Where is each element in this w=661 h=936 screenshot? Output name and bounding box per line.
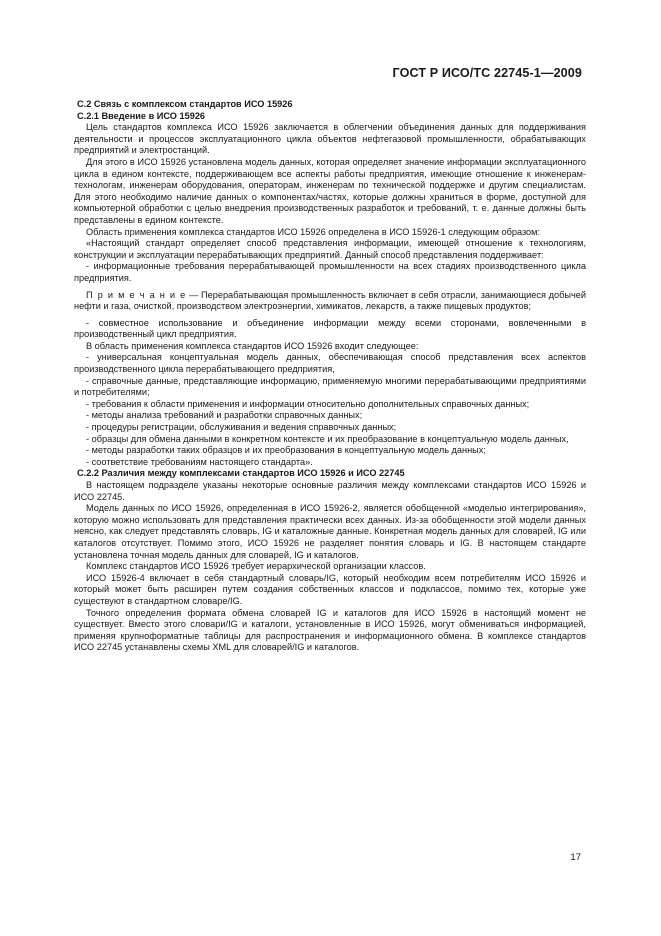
list-item: - методы разработки таких образцов и их преобразования в концептуальную модель данных; xyxy=(86,445,486,456)
list-item: - требования к области применения и информации относительно дополнительных справочных данных; xyxy=(86,398,530,409)
list-item: - процедуры регистрации, обслуживания и ведения справочных данных; xyxy=(86,422,397,433)
list-item: - соответствие требованиям настоящего стандарта». xyxy=(86,456,313,467)
paragraph: Модель данных по ИСО 15926, определенная в ИСО 15926-2, является обобщенной «моделью интегрирования», которую можно использовать для представления практически всех данных. Из-за обобщенности этой модели данных неясно, как следует представлять словарь, IG и каталожные данные. Конкретная модель данных для словарей, IG или каталогов отсутствует. Помимо этого, ИСО 15926 не разделяет понятия словарь и IG. В настоящем стандарте установлена точная модель данных для словарей, IG и каталогов. xyxy=(74,503,586,560)
list-item: - справочные данные, представляющие информацию, применяемую многими перерабатывающими предприятиями и потребителями; xyxy=(74,375,586,398)
page-body xyxy=(74,99,586,654)
note-label: П р и м е ч а н и е xyxy=(86,289,187,300)
list-item: - методы анализа требований и разработки справочных данных; xyxy=(86,410,363,421)
paragraph: «Настоящий стандарт определяет способ представления информации, имеющей отношение к технологиям, конструкции и эксплуатации перерабатывающих предприятий. Данный способ представления поддерживает: xyxy=(74,238,586,260)
list-item: - информационные требования перерабатывающей промышленности на всех стадиях производственного цикла предприятия. xyxy=(74,261,586,283)
list-item: - образцы для обмена данными в конкретном контексте и их преобразование в концептуальную модель данных, xyxy=(86,433,569,444)
paragraph: Для этого в ИСО 15926 установлена модель данных, которая определяет значение информации эксплуатационного цикла в едином контексте, поддерживающем все аспекты работы предприятия, имеющие отношение к инженерам-технологам, инженерам оборудования, операторам, инженерам по технической поддержке и другим специалистам. Для этого необходимо наличие данных о компонентах/частях, которые должны храниться в форме, доступной для компьютерной обработки с целью внедрения производственных разработок и требований, т. е. данные должны быть представлены в едином контексте. xyxy=(74,156,586,225)
list-item: - универсальная концептуальная модель данных, обеспечивающая способ представления всех аспектов производственного цикла перерабатывающего предприятия, xyxy=(74,352,586,375)
section-heading-c22: С.2.2 Различия между комплексами стандартов ИСО 15926 и ИСО 22745 xyxy=(77,468,405,479)
paragraph: Точного определения формата обмена словарей IG и каталогов для ИСО 15926 в настоящий момент не существует. Вместо этого словари/IG и каталоги, установленные в ИСО 15926, могут обмениваться информацией, применяя крупноформатные таблицы для распространения и информационного обмена. В комплексе стандартов ИСО 22745 устанавлены схемы XML для словарей/IG и каталогов. xyxy=(74,607,586,653)
note xyxy=(74,290,586,313)
paragraph: Цель стандартов комплекса ИСО 15926 заключается в облегчении объединения данных для поддерживания деятельности и процессов эксплуатационного цикла объектов нефтегазовой промышленности, обрабатывающих предприятий и электростанций. xyxy=(74,122,586,156)
page-number: 17 xyxy=(570,852,581,863)
section-heading-c21: С.2.1 Введение в ИСО 15926 xyxy=(77,110,206,121)
section-heading-c2: С.2 Связь с комплексом стандартов ИСО 15926 xyxy=(77,99,293,109)
paragraph: Область применения комплекса стандартов ИСО 15926 определена в ИСО 15926-1 следующим образом: xyxy=(86,226,541,237)
document-code-header: ГОСТ Р ИСО/ТС 22745-1—2009 xyxy=(392,66,582,80)
paragraph: Комплекс стандартов ИСО 15926 требует иерархической организации классов. xyxy=(86,561,426,572)
list-item: - совместное использование и объединение информации между всеми сторонами, вовлеченными в производственный цикл предприятия. xyxy=(74,317,586,340)
paragraph: ИСО 15926-4 включает в себя стандартный словарь/IG, который необходим всем потребителям ИСО 15926 и который может быть расширен путем создания собственных классов и подклассов, помимо тех, которые уже существуют в стандартном словаре/IG. xyxy=(74,572,586,606)
note-text: — Перерабатывающая промышленность включает в себя отрасли, занимающиеся добычей нефти и газа, очисткой, производством электроэнергии, химикатов, лекарств, а также пищевых продуктов; xyxy=(74,289,586,312)
paragraph: В область применения комплекса стандартов ИСО 15926 входит следующее: xyxy=(86,340,419,351)
paragraph: В настоящем подразделе указаны некоторые основные различия между комплексами стандартов ИСО 15926 и ИСО 22745. xyxy=(74,480,586,502)
